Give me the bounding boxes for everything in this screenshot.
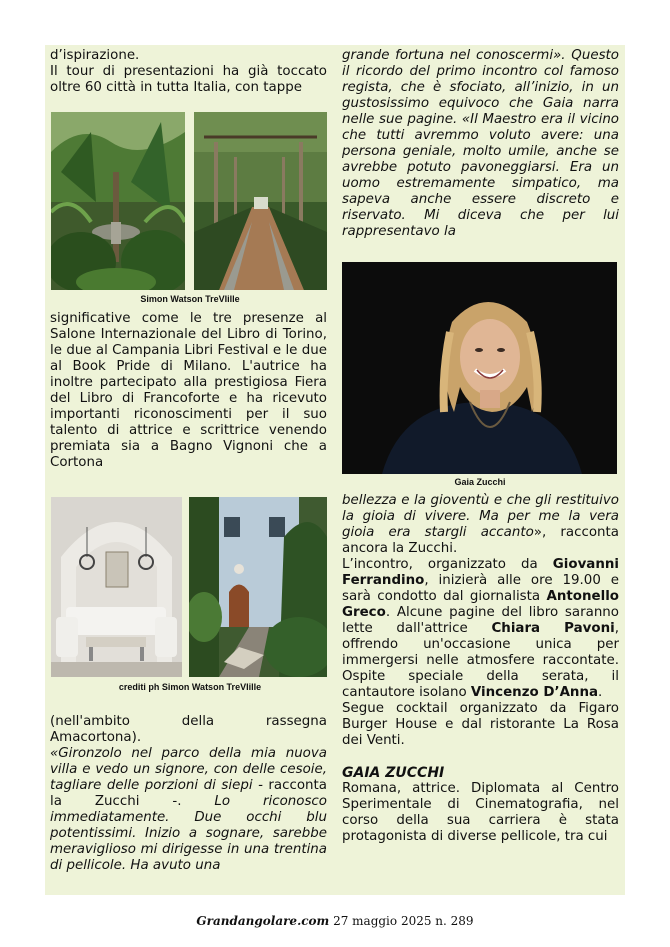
left-line-1: d’ispirazione.	[50, 48, 140, 63]
garden-photo-1	[51, 112, 185, 290]
bio-paragraph: Romana, attrice. Diplomata al Centro Sperimentale di Cinematografia, nel corso della sua carriera è stata protagonista di diverse pellicole, tra cui	[342, 781, 619, 844]
left-paragraph-2: significative come le tre presenze al Salone Internazionale del Libro di Torino, le due al Campania Libri Festival e le due al Book Pride di Milano. L'autrice ha inoltre partecipato alla prestigiosa Fiera del Libro di Francoforte e ha ricevuto importanti riconoscimenti per il suo talento di attrice e scrittrice venendo premiata sia a Bagno Vignoni che a Cortona	[50, 311, 327, 470]
right-paragraph-3	[342, 557, 619, 701]
event-text-1: L’incontro, organizzato da	[342, 557, 553, 572]
right-paragraph-4: Segue cocktail organizzato da Figaro Burger House e dal ristorante La Rosa dei Venti.	[342, 701, 619, 748]
interior-photo	[51, 497, 182, 677]
right-quote-end: », racconta ancora la Zucchi.	[342, 525, 619, 556]
right-text-block-1	[342, 48, 619, 240]
footer-issue-info: 27 maggio 2025 n. 289	[329, 914, 474, 928]
left-text-block-2	[50, 311, 327, 471]
portrait-caption: Gaia Zucchi	[454, 477, 506, 487]
right-paragraph-1: grande fortuna nel conoscermi». Questo il ricordo del primo incontro col famoso regista, che è sfociato, all’inizio, in un gustosissimo equivoco che Gaia narra nelle sue pagine. «Il Maestro era il vicino che tutti avremmo voluto avere: una persona geniale, molto umile, anche se avrebbe potuto pavoneggiarsi. Era un uomo estremamente simpatico, ma sapeva anche essere discreto e riservato. Mi diceva che per lui rappresentavo la	[342, 48, 619, 239]
actress-name: Chiara Pavoni	[491, 621, 615, 636]
right-paragraph-2	[342, 493, 619, 557]
left-paragraph-1: Il tour di presentazioni ha già toccato oltre 60 città in tutta Italia, con tappe	[50, 64, 327, 95]
event-text-5: .	[598, 685, 603, 700]
page-footer	[0, 914, 670, 928]
garden-photo-2	[194, 112, 327, 290]
left-text-block-1	[50, 48, 327, 96]
quote-part-b: Lo riconosco immediatamente. Due occhi blu potentissimi. Inizio a sognare, sarebbe meraviglioso mi dirigesse in una trentina di pellicole. Ha avuto una	[50, 794, 327, 873]
photo-credit-caption-1: Simon Watson TreVIille	[140, 294, 240, 304]
right-quote: bellezza e la gioventù e che gli restituivo la gioia di vivere. Ma per me la vera gioia era stargli accanto	[342, 493, 619, 540]
event-text-4: , offrendo un'occasione unica per immergersi nelle atmosfere raccontate. Ospite speciale della serata, il cantautore isolano	[342, 621, 619, 700]
singer-name: Vincenzo D’Anna	[470, 685, 599, 700]
portrait-photo	[342, 262, 617, 474]
photo-credit-caption-2: crediti ph Simon Watson TreVIille	[118, 682, 262, 692]
left-paragraph-4	[50, 746, 327, 874]
event-text-3: . Alcune pagine del libro saranno lette dall'attrice	[342, 605, 619, 636]
footer-site-name: Grandangolare.com	[196, 914, 330, 928]
organizer-name: Giovanni Ferrandino	[342, 557, 619, 588]
quote-part-a: «Gironzolo nel parco della mia nuova villa e vedo un signore, con delle cesoie, tagliare delle porzioni di siepi -	[50, 746, 327, 793]
attribution-text: racconta la Zucchi -.	[50, 778, 327, 809]
left-paragraph-3: (nell'ambito della rassegna Amacortona).	[50, 714, 327, 745]
villa-photo	[189, 497, 327, 677]
journalist-name: Antonello Greco	[342, 589, 619, 620]
bio-heading: GAIA ZUCCHI	[342, 765, 445, 781]
event-text-2: , inizierà alle ore 19.00 e sarà condotto dal giornalista	[342, 573, 619, 604]
right-text-block-2	[342, 493, 619, 845]
left-text-block-3	[50, 714, 327, 874]
